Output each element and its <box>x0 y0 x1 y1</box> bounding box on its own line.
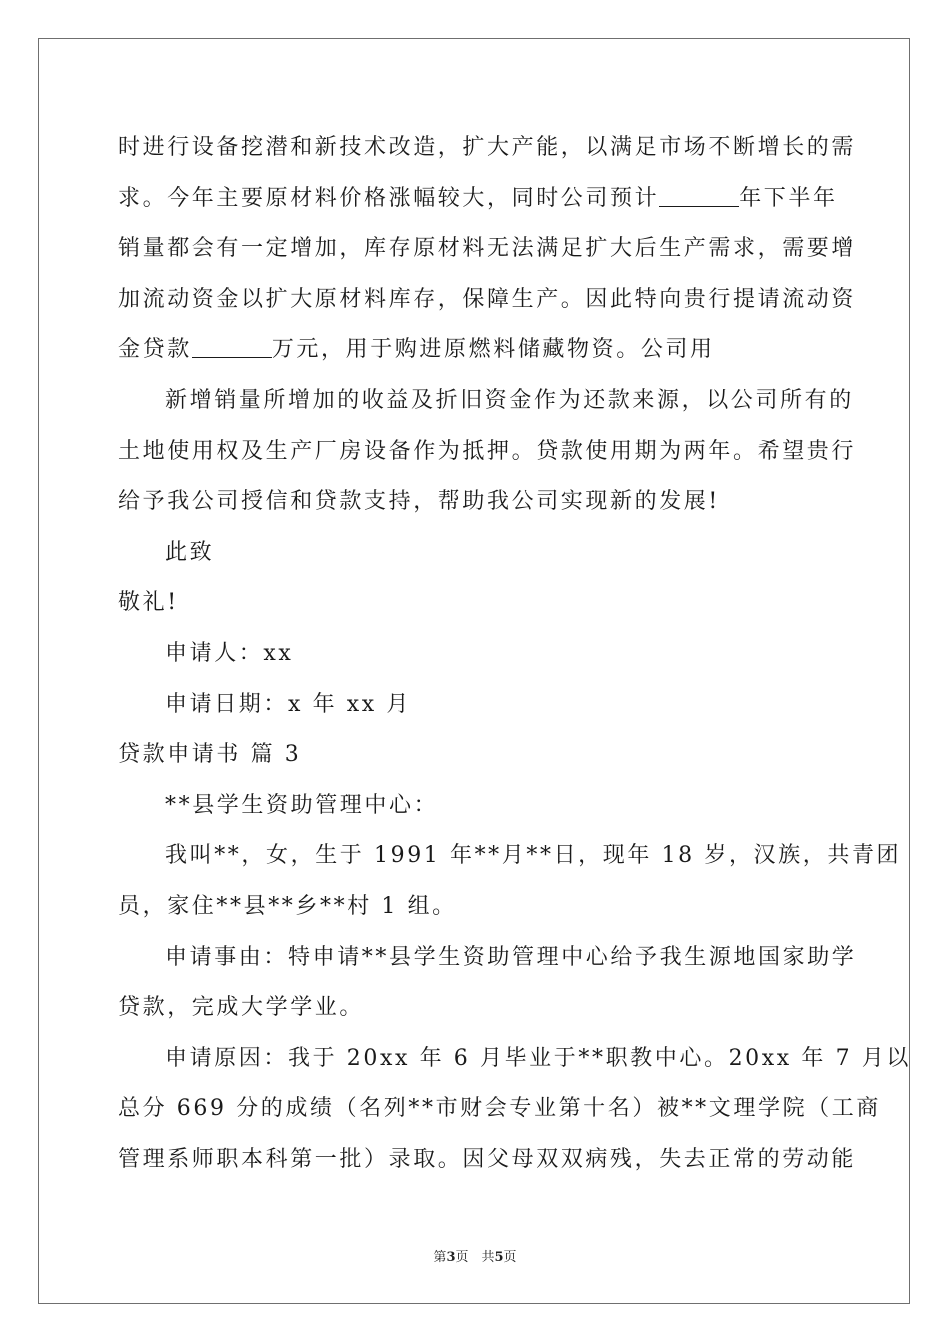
paragraph-line: 时进行设备挖潜和新技术改造，扩大产能，以满足市场不断增长的需 <box>118 135 857 160</box>
blank-underline <box>659 184 739 207</box>
paragraph-line: 我叫**，女，生于 1991 年**月**日，现年 18 岁，汉族，共青团 <box>165 843 902 869</box>
text-segment: 金贷款 <box>118 337 192 363</box>
footer-suffix: 页 <box>503 1250 517 1265</box>
paragraph-line: 申请原因：我于 20xx 年 6 月毕业于**职教中心。20xx 年 7 月以 <box>165 1045 911 1071</box>
paragraph-line: 新增销量所增加的收益及折旧资金作为还款来源，以公司所有的 <box>165 387 854 413</box>
current-page-number: 3 <box>446 1250 456 1265</box>
paragraph-line: 给予我公司授信和贷款支持，帮助我公司实现新的发展! <box>118 489 720 515</box>
paragraph-line: 土地使用权及生产厂房设备作为抵押。贷款使用期为两年。希望贵行 <box>118 438 857 464</box>
section-heading: 贷款申请书 篇 3 <box>118 742 302 768</box>
paragraph-line: 申请事由：特申请**县学生资助管理中心给予我生源地国家助学 <box>165 944 857 970</box>
footer-prefix: 第 <box>433 1250 447 1265</box>
paragraph-line: 总分 669 分的成绩（名列**市财会专业第十名）被**文理学院（工商 <box>118 1096 881 1122</box>
closing: 敬礼! <box>118 590 179 616</box>
paragraph-line: 管理系师职本科第一批）录取。因父母双双病残，失去正常的劳动能 <box>118 1146 857 1172</box>
footer-mid: 页 共 <box>455 1250 495 1265</box>
paragraph-line: 员，家住**县**乡**村 1 组。 <box>118 893 457 919</box>
paragraph-line <box>118 177 838 228</box>
paragraph-line: 贷款，完成大学学业。 <box>118 995 365 1021</box>
date-line: 申请日期：x 年 xx 月 <box>165 691 412 717</box>
text-segment: 年下半年 <box>739 185 838 211</box>
text-segment: 万元，用于购进原燃料储藏物资。公司用 <box>271 337 715 363</box>
blank-underline <box>192 335 272 358</box>
total-page-number: 5 <box>494 1250 504 1265</box>
addressee: **县学生资助管理中心： <box>165 792 439 818</box>
applicant-line: 申请人：xx <box>165 640 294 666</box>
paragraph-line: 销量都会有一定增加，库存原材料无法满足扩大后生产需求，需要增 <box>118 236 857 262</box>
paragraph-line: 加流动资金以扩大原材料库存，保障生产。因此特向贵行提请流动资 <box>118 286 857 312</box>
salutation: 此致 <box>165 539 215 565</box>
text-segment: 求。今年主要原材料价格涨幅较大，同时公司预计 <box>118 185 660 211</box>
document-body <box>118 126 911 1188</box>
page-footer <box>0 1246 950 1265</box>
paragraph-line <box>118 328 834 379</box>
